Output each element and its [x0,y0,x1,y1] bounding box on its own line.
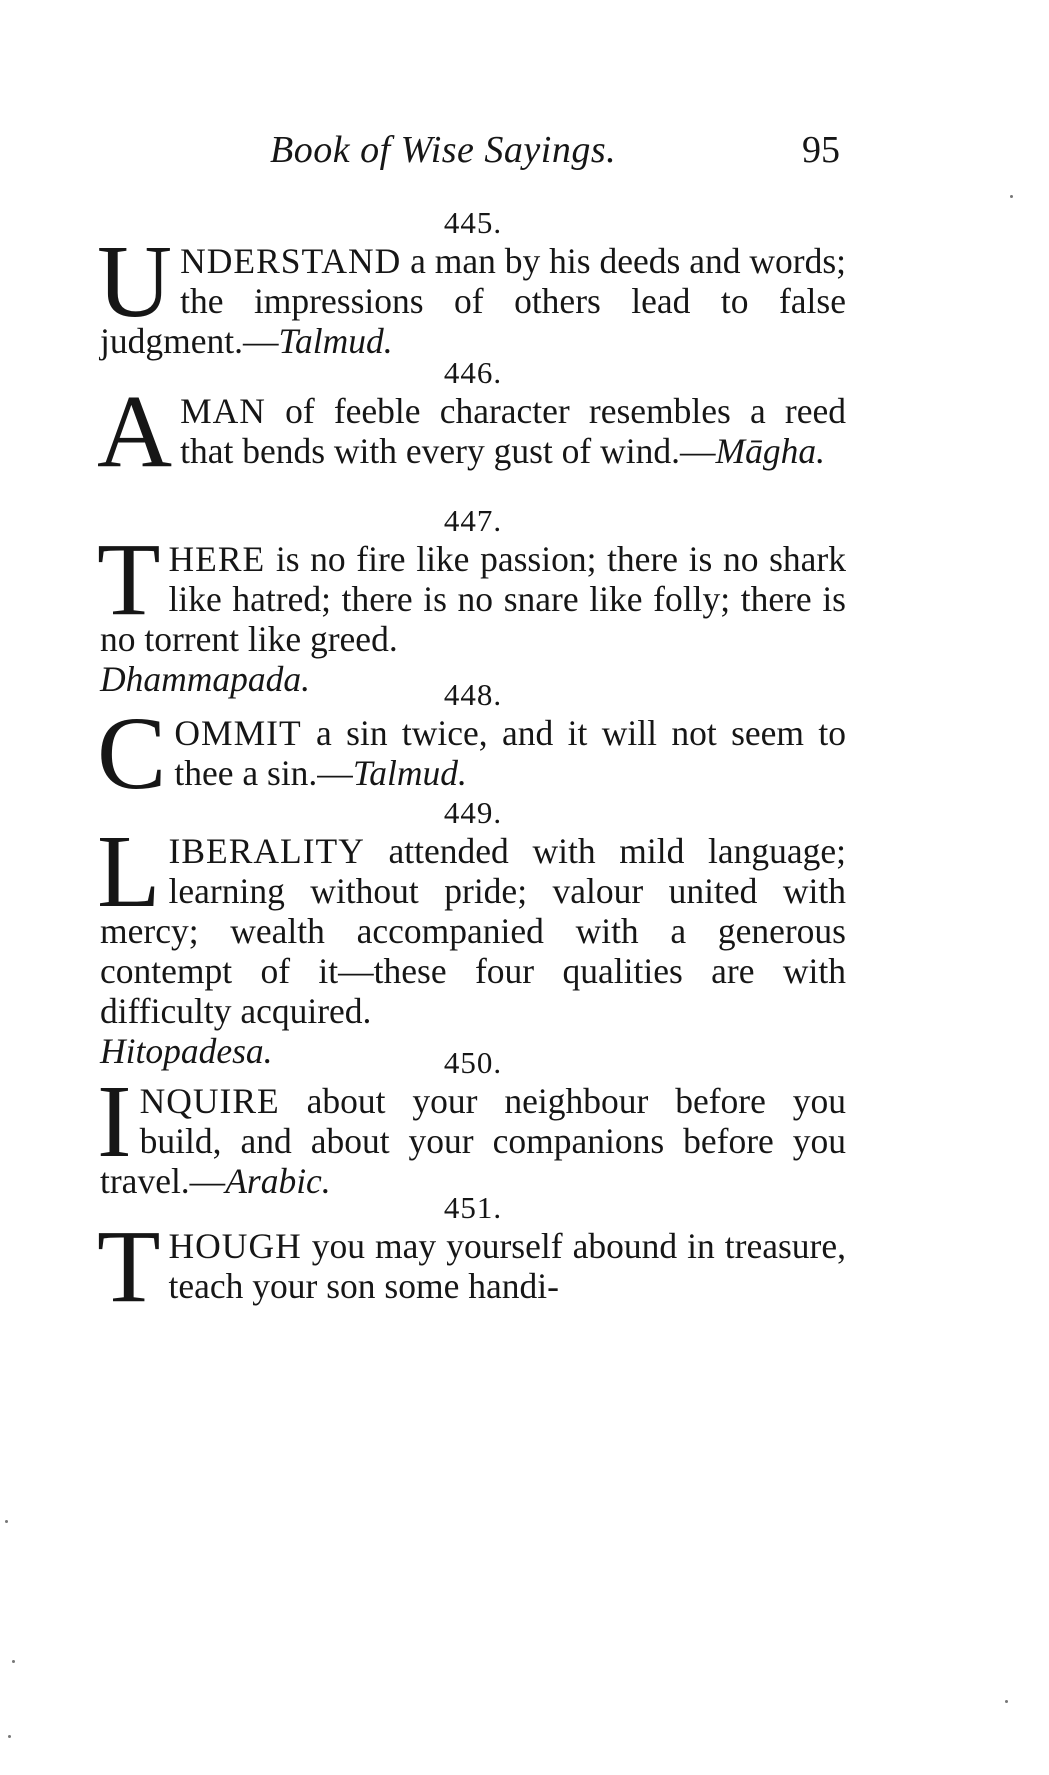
saying-number: 448. [443,677,503,712]
drop-cap: A [97,374,173,489]
scan-speck [5,1520,8,1523]
saying-448 [97,677,846,811]
saying-lead-word: OMMIT [174,713,302,753]
running-title: Book of Wise Sayings. [270,129,617,171]
drop-cap: I [97,1064,132,1179]
saying-446 [97,355,846,489]
saying-body-text: of feeble character resembles a reed that bends with every gust of wind.— [180,391,846,471]
saying-body-text: a sin twice, and it will not seem to thee a sin.— [174,713,846,793]
saying-lead-word: NQUIRE [139,1081,280,1121]
saying-450 [97,1045,846,1201]
drop-cap: U [97,224,173,339]
saying-attribution: Talmud. [352,753,467,793]
drop-cap: T [97,1209,161,1324]
saying-lead-word: IBERALITY [168,831,365,871]
saying-lead-word: HERE [168,539,266,579]
saying-lead-word: MAN [180,391,266,431]
page-header [270,128,840,178]
saying-body-text: attended with mild language; learning without pride; valour united with mercy; wealth accompanied with a generous contempt of it—these four qualities are with difficulty acquired. [100,831,846,1031]
saying-number: 445. [443,205,503,240]
saying-body-text: about your neighbour before you build, and about your companions before you travel.— [100,1081,846,1201]
saying-text [97,522,846,699]
saying-number: 450. [443,1045,503,1080]
saying-body-text: is no fire like passion; there is no shark like hatred; there is no snare like folly; there is no torrent like greed. [100,539,846,659]
scan-speck [1010,195,1013,198]
saying-number: 449. [443,795,503,830]
saying-449 [97,795,846,1071]
saying-number: 446. [443,355,503,390]
saying-451 [97,1190,846,1324]
saying-text [97,814,846,1071]
saying-text [97,1209,846,1324]
saying-attribution: Māgha. [715,431,825,471]
page-number: 95 [802,129,840,171]
scan-speck [8,1735,11,1738]
saying-attribution: Hitopadesa. [100,1031,273,1071]
saying-lead-word: NDERSTAND [180,241,402,281]
saying-body-text: you may yourself abound in treasure, teach your son some handi- [168,1226,846,1306]
saying-attribution: Arabic. [225,1161,331,1201]
saying-447 [97,503,846,699]
saying-attribution: Talmud. [278,321,393,361]
saying-attribution: Dhammapada. [100,659,311,699]
drop-cap: L [97,814,161,929]
saying-445 [97,205,846,361]
saying-text [97,696,846,811]
saying-lead-word: HOUGH [168,1226,302,1266]
saying-text [97,374,846,489]
drop-cap: C [97,696,167,811]
saying-text [97,224,846,361]
saying-body-text: a man by his deeds and words; the impressions of others lead to false judgment.— [100,241,846,361]
saying-number: 447. [443,503,503,538]
saying-text [97,1064,846,1201]
scan-speck [12,1660,15,1663]
saying-number: 451. [443,1190,503,1225]
drop-cap: T [97,522,161,637]
scan-speck [1005,1700,1008,1703]
